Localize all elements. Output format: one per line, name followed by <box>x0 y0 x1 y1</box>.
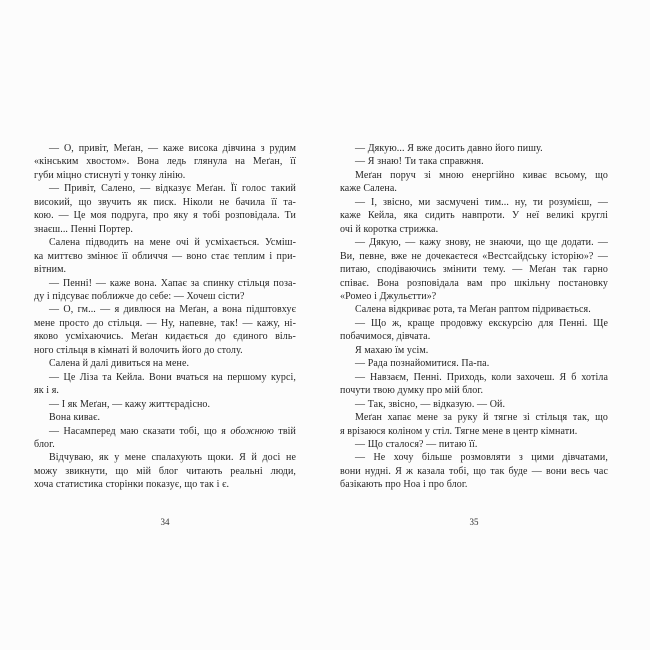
text-line: знаєш... Пенні Портер. <box>34 223 133 235</box>
text-line: — Так, звісно, — відказую. — Ой. <box>355 398 506 410</box>
text-line: як і я. <box>34 385 60 397</box>
text-line: — Це Ліза та Кейла. Вони вчаться на першому курсі, <box>49 371 296 383</box>
text-line: ного стільця в кімнаті й волочить його до столу. <box>34 344 243 356</box>
text-line: вітним. <box>34 264 67 276</box>
text-line: Салена відкриває рота, та Меґан раптом підривається. <box>355 304 591 316</box>
text-line: Відчуваю, як у мене спалахують щоки. Я й досі не <box>49 452 296 464</box>
text-line: високий, що звучить як писк. Ніколи не бачила її та- <box>34 196 296 208</box>
text-line: — Що ж, краще продовжу екскурсію для Пенні. Ще <box>355 317 608 329</box>
page-number: 34 <box>160 517 170 527</box>
text-line: вони нудні. Я ж казала тобі, що так буде — вони весь час <box>340 465 608 477</box>
text-line: Ви, певне, вже не дочекаєтеся «Вестсайдську історію»? — <box>340 250 608 262</box>
text-line: почути твою думку про мій блог. <box>340 385 484 397</box>
text-line: — Дякую, — кажу знову, не знаючи, що ще додати. — <box>355 237 608 249</box>
text-line: Салена підводить на мене очі й усміхається. Усміш- <box>49 237 296 249</box>
page-text <box>34 142 296 492</box>
right-page <box>322 0 650 650</box>
text-line: можу звикнути, що мій блог читають реальні люди, <box>34 465 296 477</box>
text-line: питаю, сподіваючись змінити тему. — Меґан так гарно <box>340 264 608 276</box>
text-line: Салена й далі дивиться на мене. <box>49 358 190 370</box>
text-line: — Що сталося? — питаю її. <box>355 438 478 450</box>
text-line: — Навзаєм, Пенні. Приходь, коли захочеш. Я б хотіла <box>355 371 608 383</box>
text-line: я врізаюся коліном у стіл. Тягне мене в центр кімнати. <box>340 425 578 437</box>
text-line: — Дякую... Я вже досить давно його пишу. <box>355 143 543 154</box>
text-line: яково усміхаючись. Меґан кидається до єдиного віль- <box>34 331 296 343</box>
text-line: ду і підсуває поближче до себе: — Хочеш сісти? <box>34 290 245 302</box>
text-line: — Я знаю! Ти така справжня. <box>355 156 484 168</box>
page-number: 35 <box>469 517 479 527</box>
text-line: кою. — Це моя подруга, про яку я тобі розповідала. Ти <box>34 210 296 222</box>
text-line: очі й коротка стрижка. <box>340 223 439 235</box>
text-line: Меґан хапає мене за руку й тягне зі стільця так, що <box>355 412 608 424</box>
text-line: каже Салена. <box>340 183 397 195</box>
text-line: — Пенні! — каже вона. Хапає за спинку стільця поза- <box>49 277 296 289</box>
text-line: «кінським хвостом». Вона ледь глянула на Меґан, її <box>34 156 296 168</box>
text-line: співає. Вона розповідала вам про шкільну постановку <box>340 277 608 289</box>
text-line: Вона киває. <box>49 412 101 424</box>
text-line: базікають про Ноа і про блог. <box>340 479 468 491</box>
italic-text: обожнюю <box>230 425 274 437</box>
text-line: Меґан поруч зі мною енергійно киває всьому, що <box>355 169 608 181</box>
text-line: — Рада познайомитися. Па-па. <box>355 358 490 370</box>
text-line: — Насамперед маю сказати тобі, що я обожнюю твій <box>49 425 296 437</box>
text-line: — О, гм... — я дивлюся на Меґан, а вона підштовхує <box>49 304 296 316</box>
text-line: — І, звісно, ми засмучені тим... ну, ти розумієш, — <box>355 196 608 208</box>
page-text <box>340 142 608 492</box>
text-line: хоча статистика сторінки показує, що так і є. <box>34 479 230 491</box>
text-line: Я махаю їм усім. <box>355 344 429 356</box>
text-line: — Привіт, Салено, — відказує Меґан. Її голос такий <box>49 183 296 195</box>
text-line: губи міцно стиснуті у тонку лінію. <box>34 169 186 181</box>
left-page <box>0 0 322 650</box>
text-line: — О, привіт, Меґан, — каже висока дівчина з рудим <box>49 143 296 154</box>
text-line: побачимося, дівчата. <box>340 331 431 343</box>
text-line: блог. <box>34 438 55 450</box>
text-line: — Не хочу більше розмовляти з цими дівчатами, <box>355 452 608 464</box>
text-line: мене просто до стільця. — Ну, напевне, так! — кажу, ні- <box>34 317 296 329</box>
text-line: — І як Меґан, — кажу життєрадісно. <box>49 398 211 410</box>
text-line: каже Кейла, яка сидить навпроти. У неї великі круглі <box>340 210 608 222</box>
text-line: «Ромео і Джульєтти»? <box>340 290 437 302</box>
text-line: ка миттєво змінює її обличчя — воно стає теплим і при- <box>34 250 296 262</box>
